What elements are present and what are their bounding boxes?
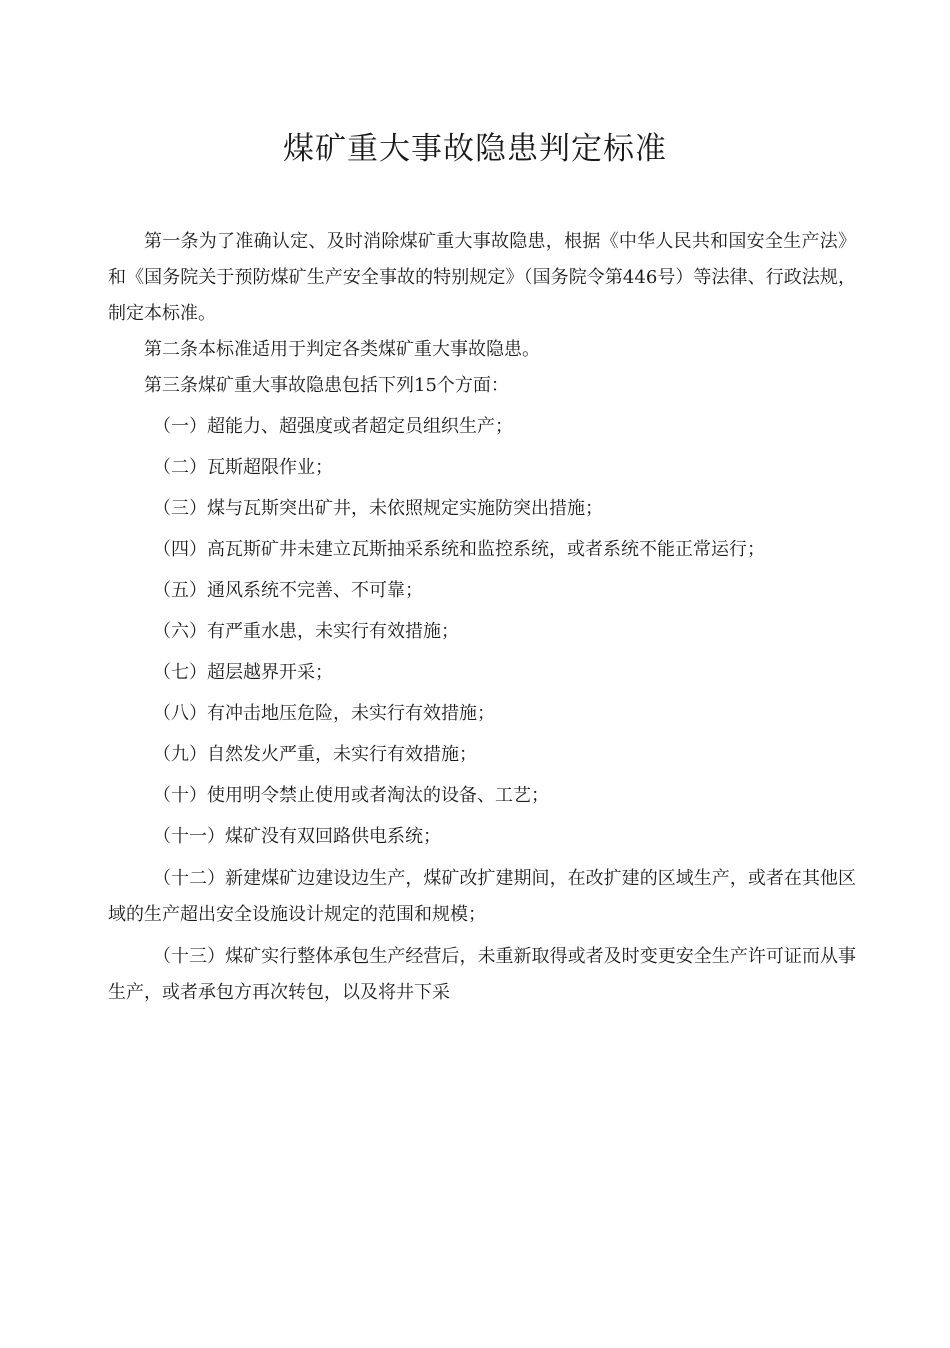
list-item-2: （二）瓦斯超限作业； (153, 457, 333, 478)
list-item-12: （十二）新建煤矿边建设边生产，煤矿改扩建期间，在改扩建的区域生产，或者在其他区域的生产超出安全设施设计规定的范围和规模； (108, 868, 856, 925)
article-3: 第三条煤矿重大事故隐患包括下列15个方面： (144, 375, 509, 396)
article-2: 第二条本标准适用于判定各类煤矿重大事故隐患。 (144, 339, 540, 360)
list-item-7: （七）超层越界开采； (153, 662, 333, 683)
document-title: 煤矿重大事故隐患判定标准 (283, 131, 667, 167)
list-item-1: （一）超能力、超强度或者超定员组织生产； (153, 416, 513, 437)
list-item-5: （五）通风系统不完善、不可靠； (153, 580, 423, 601)
list-item-13: （十三）煤矿实行整体承包生产经营后，未重新取得或者及时变更安全生产许可证而从事生产，或者承包方再次转包，以及将井下采 (108, 946, 856, 1003)
list-item-3: （三）煤与瓦斯突出矿井，未依照规定实施防突出措施； (153, 498, 603, 519)
list-item-4: （四）高瓦斯矿井未建立瓦斯抽采系统和监控系统，或者系统不能正常运行； (153, 539, 765, 560)
list-item-10: （十）使用明令禁止使用或者淘汰的设备、工艺； (153, 785, 549, 806)
list-item-9: （九）自然发火严重，未实行有效措施； (153, 744, 477, 765)
article-1: 第一条为了准确认定、及时消除煤矿重大事故隐患，根据《中华人民共和国安全生产法》和《国务院关于预防煤矿生产安全事故的特别规定》（国务院令第446号）等法律、行政法规，制定本标准。 (108, 231, 856, 324)
document-body (108, 224, 856, 1011)
list-item-6: （六）有严重水患，未实行有效措施； (153, 621, 459, 642)
list-item-8: （八）有冲击地压危险，未实行有效措施； (153, 703, 495, 724)
list-item-11: （十一）煤矿没有双回路供电系统； (153, 826, 441, 847)
